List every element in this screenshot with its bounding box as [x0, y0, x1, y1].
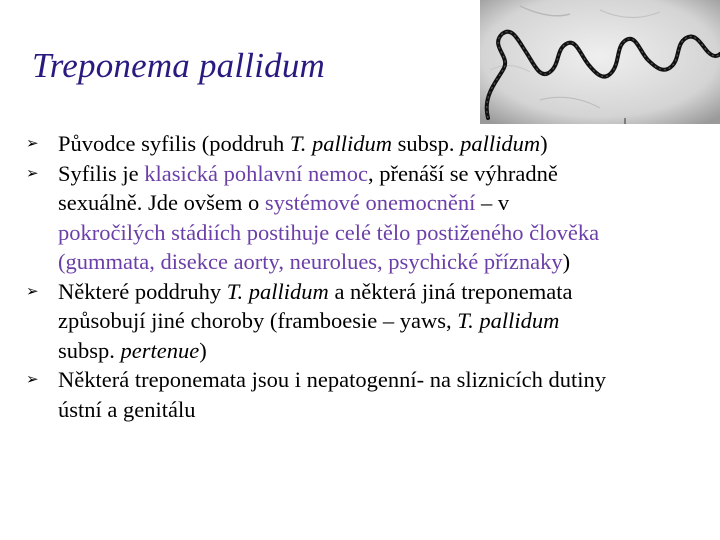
- bullet-text: ): [540, 131, 548, 156]
- bullet-line: [58, 336, 720, 366]
- highlight-text: gummata, disekce aorty, neurolues, psychické příznaky: [65, 249, 563, 274]
- bullet-text: Syfilis je: [58, 160, 145, 186]
- italic-text: T. pallidum: [226, 278, 329, 304]
- bullet-line: [58, 306, 720, 336]
- bullet-list: [26, 129, 720, 424]
- bullet-text: ústní a genitálu: [58, 396, 196, 422]
- italic-text: T. pallidum: [457, 308, 560, 333]
- arrowhead-bullet-icon: ➢: [26, 281, 39, 300]
- italic-text: T. pallidum: [289, 131, 392, 156]
- bullet-line: [58, 159, 720, 189]
- bullet-line: [58, 365, 720, 395]
- bullet-text: způsobují jiné choroby (framboesie – yaws,: [58, 308, 458, 333]
- bullet-line: [58, 277, 720, 307]
- bullet-text: ): [562, 249, 571, 274]
- arrowhead-bullet-icon: ➢: [26, 134, 39, 152]
- bullet-item: [26, 129, 720, 159]
- bullet-text: – v: [475, 190, 510, 215]
- bullet-line: [58, 129, 720, 159]
- highlight-text: pokročilých stádiích postihuje celé tělo postiženého člověka: [58, 219, 600, 245]
- bullet-item: [26, 159, 720, 277]
- bullet-item: [26, 277, 720, 366]
- highlight-text: systémové onemocnění: [264, 190, 476, 215]
- bullet-item: [26, 365, 720, 424]
- bullet-line: [58, 218, 720, 248]
- arrowhead-bullet-icon: ➢: [26, 163, 39, 182]
- bullet-text: Některá treponemata jsou i nepatogenní- na sliznicích dutiny: [58, 367, 606, 392]
- bullet-text: subsp.: [391, 131, 461, 156]
- bullet-line: [58, 188, 720, 218]
- highlight-text: (: [58, 249, 66, 274]
- bullet-text: Některé poddruhy: [58, 278, 227, 304]
- italic-text: pertenue: [120, 337, 200, 363]
- bullet-text: , přenáší se výhradně: [367, 160, 558, 186]
- bullet-text: a některá jiná treponemata: [328, 278, 573, 304]
- bullet-text: Původce syfilis (poddruh: [58, 131, 290, 156]
- slide-title: Treponema pallidum: [32, 46, 325, 85]
- bullet-text: ): [199, 337, 207, 363]
- arrowhead-bullet-icon: ➢: [26, 370, 39, 388]
- spirochete-micrograph: [480, 0, 720, 124]
- bullet-line: [58, 247, 720, 277]
- highlight-text: klasická pohlavní nemoc: [144, 160, 368, 186]
- bullet-text: sexuálně. Jde ovšem o: [58, 190, 265, 215]
- micrograph-image: [480, 0, 720, 124]
- bullet-line: [58, 395, 720, 425]
- bullet-text: subsp.: [58, 337, 121, 363]
- italic-text: pallidum: [460, 131, 541, 156]
